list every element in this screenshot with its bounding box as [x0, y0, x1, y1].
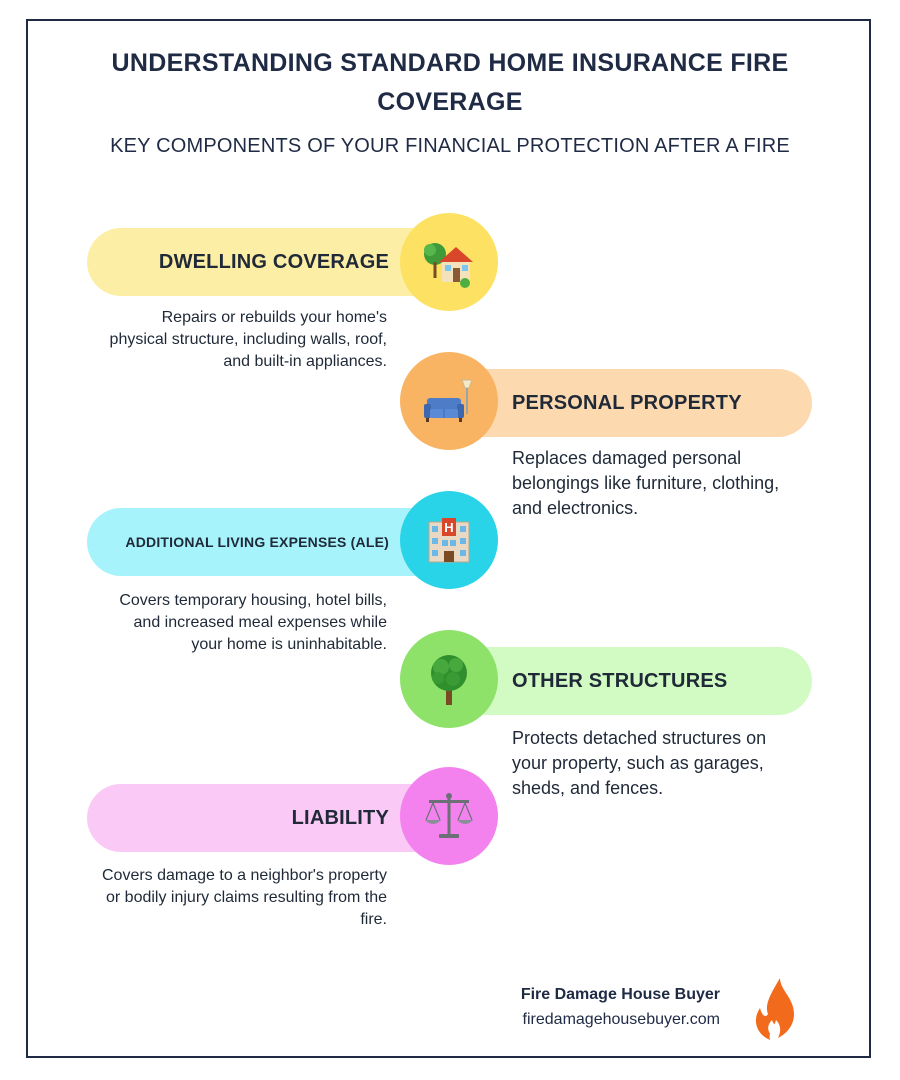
- couch-and-lamp-icon: [420, 372, 478, 430]
- other-structures-circle: [400, 630, 498, 728]
- personal-property-label: PERSONAL PROPERTY: [512, 391, 742, 414]
- additional-living-expenses-label: ADDITIONAL LIVING EXPENSES (ALE): [125, 534, 389, 550]
- brand-name: Fire Damage House Buyer: [520, 986, 720, 1003]
- page-subtitle: KEY COMPONENTS OF YOUR FINANCIAL PROTECTION AFTER A FIRE: [110, 135, 790, 157]
- page-title: UNDERSTANDING STANDARD HOME INSURANCE FIRE COVERAGE: [111, 49, 789, 116]
- other-structures-description: Protects detached structures on your property, such as garages, sheds, and fences.: [512, 728, 767, 798]
- dwelling-coverage-description: Repairs or rebuilds your home's physical structure, including walls, roof, and built-in appliances.: [109, 309, 387, 370]
- additional-living-expenses-description: Covers temporary housing, hotel bills, and increased meal expenses while your home is uninhabitable.: [119, 592, 387, 653]
- svg-text:H: H: [444, 520, 454, 535]
- brand-url[interactable]: firedamagehousebuyer.com: [522, 1011, 720, 1028]
- liability-description: Covers damage to a neighbor's property or bodily injury claims resulting from the fire.: [102, 867, 387, 928]
- personal-property-circle: [400, 352, 498, 450]
- house-with-tree-icon: [421, 234, 477, 290]
- dwelling-coverage-circle: [400, 213, 498, 311]
- additional-living-expenses-circle: [400, 491, 498, 589]
- liability-label: LIABILITY: [291, 806, 389, 829]
- tree-icon: [423, 651, 475, 707]
- flame-icon: [750, 976, 798, 1042]
- other-structures-label: OTHER STRUCTURES: [512, 669, 728, 692]
- balance-scale-icon: [421, 788, 477, 844]
- liability-circle: [400, 767, 498, 865]
- dwelling-coverage-label: DWELLING COVERAGE: [158, 250, 389, 273]
- personal-property-description: Replaces damaged personal belongings like furniture, clothing, and electronics.: [512, 448, 780, 518]
- hotel-icon: [421, 512, 477, 568]
